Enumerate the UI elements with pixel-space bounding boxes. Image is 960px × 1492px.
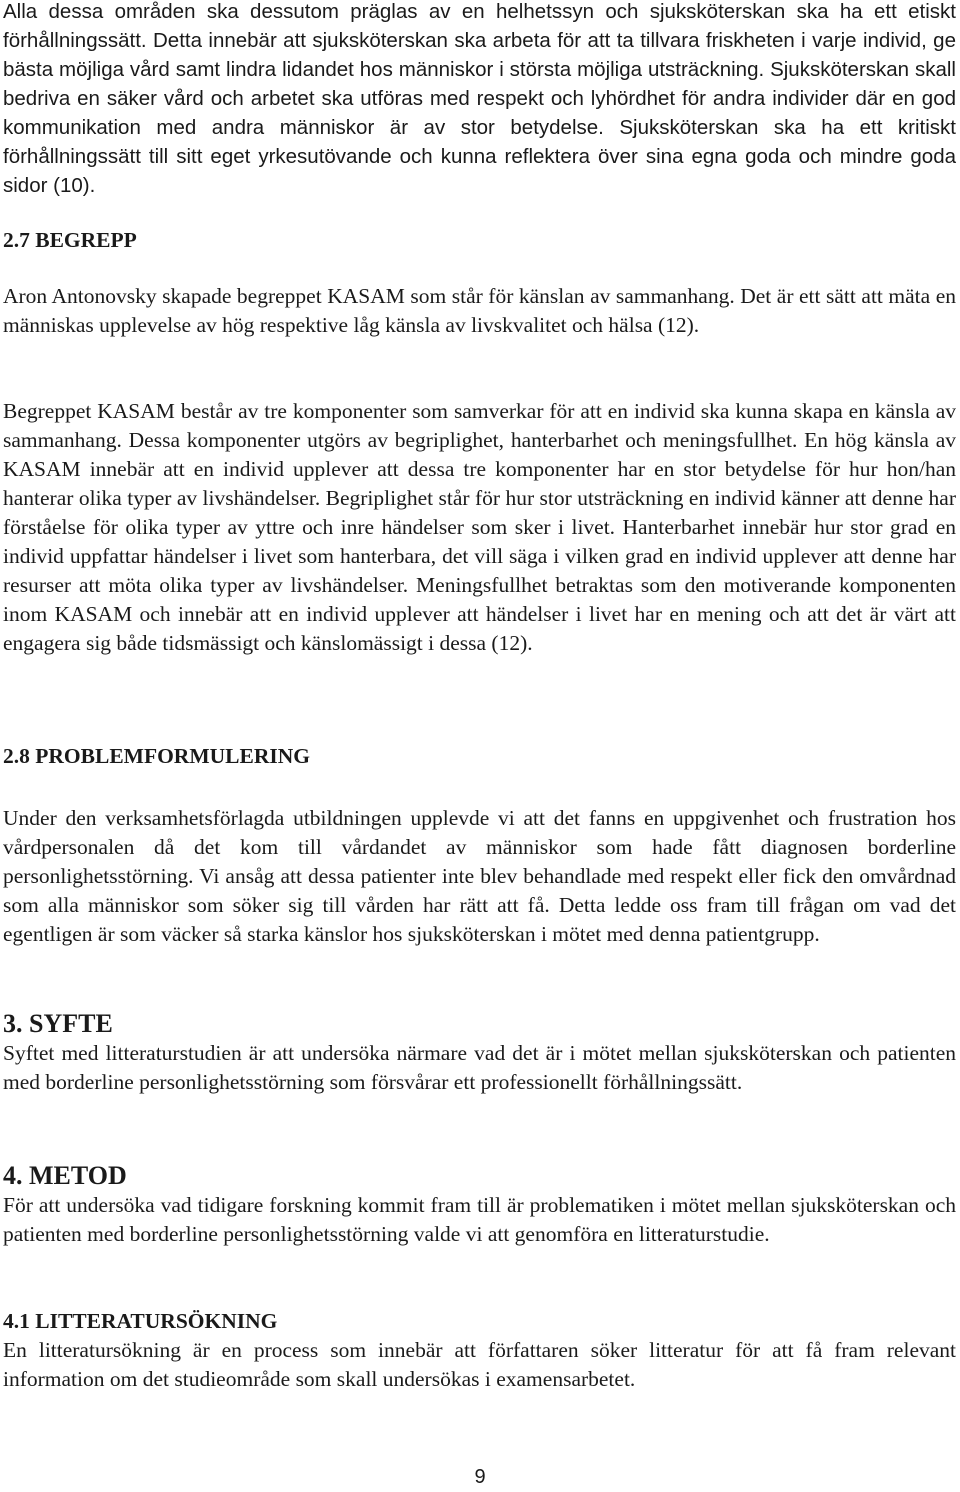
heading-4-metod: 4. METOD [3,1161,127,1190]
paragraph-kasam-components: Begreppet KASAM består av tre komponenter som samverkar för att en individ ska kunna skapa en känsla av sammanhang. Dessa komponenter utgörs av begriplighet, hanterbarhet och meningsfullhet. En hög känsla av KASAM innebär att en individ upplever att dessa tre komponenter har en stor betydelse för hur hon/han hanterar olika typer av livshändelser. Begriplighet står för hur stor utsträckning en individ känner att denne har förståelse för olika typer av yttre och inre händelser som sker i livet. Hanterbarhet innebär hur stor grad en individ uppfattar händelser i livet som hanterbara, det vill säga i vilken grad en individ upplever att denne har resurser att möta olika typer av livshändelser. Meningsfullhet betraktas som den motiverande komponenten inom KASAM och innebär att en individ upplever att händelser i livet har en mening och att det är värt att engagera sig både tidsmässigt och känslomässigt i dessa (12). [3,399,956,655]
paragraph-syfte: Syftet med litteraturstudien är att undersöka närmare vad det är i mötet mellan sjuksköterskan och patienten med borderline personlighetsstörning som försvårar ett professionellt förhållningssätt. [3,1041,956,1094]
heading-4-1-litteratursokning: 4.1 LITTERATURSÖKNING [3,1309,278,1333]
paragraph-kasam-intro: Aron Antonovsky skapade begreppet KASAM som står för känslan av sammanhang. Det är ett sätt att mäta en människas upplevelse av hög respektive låg känsla av livskvalitet och hälsa (12). [3,284,956,337]
heading-3-syfte: 3. SYFTE [3,1009,113,1038]
heading-2-7-begrepp: 2.7 BEGREPP [3,228,137,252]
intro-paragraph: Alla dessa områden ska dessutom präglas av en helhetssyn och sjuksköterskan ska ha ett etiskt förhållningssätt. Detta innebär att sjuksköterskan ska arbeta för att ta tillvara friskheten i varje individ, ge bästa möjliga vård samt lindra lidandet hos människor i största möjliga utsträckning. Sjuksköterskan skall bedriva en säker vård och arbetet ska utföras med respekt och lyhördhet för andra individer där en god kommunikation med andra människor är av stor betydelse. Sjuksköterskan ska ha ett kritiskt förhållningssätt till sitt eget yrkesutövande och kunna reflektera över sina egna goda och mindre goda sidor (10). [3,0,956,197]
heading-2-8-problemformulering: 2.8 PROBLEMFORMULERING [3,744,310,768]
page-number: 9 [474,1466,486,1488]
paragraph-litteratursokning: En litteratursökning är en process som innebär att författaren söker litteratur för att få fram relevant information om det studieområde som skall undersökas i examensarbetet. [3,1338,956,1391]
paragraph-problem: Under den verksamhetsförlagda utbildningen upplevde vi att det fanns en uppgivenhet och frustration hos vårdpersonalen då det kom till vårdandet av människor som hade fått diagnosen borderline personlighetsstörning. Vi ansåg att dessa patienter inte blev behandlade med respekt eller fick den omvårdnad som alla människor som söker sig till vården har rätt att få. Detta ledde oss fram till frågan om vad det egentligen är som väcker så starka känslor hos sjuksköterskan i mötet med denna patientgrupp. [3,806,956,946]
paragraph-metod: För att undersöka vad tidigare forskning kommit fram till är problematiken i mötet mellan sjuksköterskan och patienten med borderline personlighetsstörning valde vi att genomföra en litteraturstudie. [3,1193,956,1246]
